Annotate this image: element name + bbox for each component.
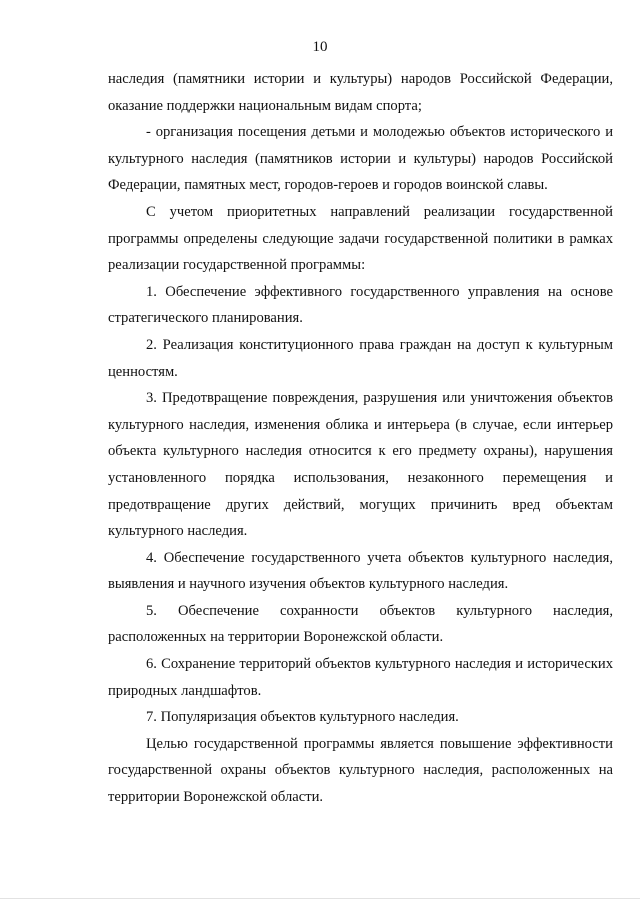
paragraph-visit-organization: - организация посещения детьми и молодежью объектов исторического и культурного наследия (памятников истории и культуры) народов Российской Федерации, памятных мест, городов-героев и городов воинской славы. xyxy=(108,124,613,194)
paragraph-continuation: наследия (памятники истории и культуры) народов Российской Федерации, оказание поддержки национальным видам спорта; xyxy=(108,71,613,114)
paragraph-program-goal: Целью государственной программы является повышение эффективности государственной охраны объектов культурного наследия, расположенных на территории Воронежской области. xyxy=(108,735,613,806)
task-item-2: 2. Реализация конституционного права граждан на доступ к культурным ценностям. xyxy=(108,336,613,380)
page-bottom-edge xyxy=(0,898,640,899)
page-number: 10 xyxy=(312,39,328,55)
task-item-7: 7. Популяризация объектов культурного наследия. xyxy=(146,709,459,726)
task-item-3: 3. Предотвращение повреждения, разрушения или уничтожения объектов культурного наследия, изменения облика и интерьера (в случае, если интерьер объекта культурного наследия относится к его предмету охраны), нарушения установленного порядка использования, незаконного перемещения и предотвращение других действий, могущих причинить вред объектам культурного наследия. xyxy=(108,390,613,540)
task-item-4: 4. Обеспечение государственного учета объектов культурного наследия, выявления и научного изучения объектов культурного наследия. xyxy=(108,549,613,593)
body-text xyxy=(108,66,613,811)
task-item-5: 5. Обеспечение сохранности объектов культурного наследия, расположенных на территории Воронежской области. xyxy=(108,602,613,646)
task-item-1: 1. Обеспечение эффективного государственного управления на основе стратегического планирования. xyxy=(108,283,613,327)
task-item-6: 6. Сохранение территорий объектов культурного наследия и исторических природных ландшафтов. xyxy=(108,656,613,699)
paragraph-tasks-intro: С учетом приоритетных направлений реализации государственной программы определены следующие задачи государственной политики в рамках реализации государственной программы: xyxy=(108,203,613,274)
